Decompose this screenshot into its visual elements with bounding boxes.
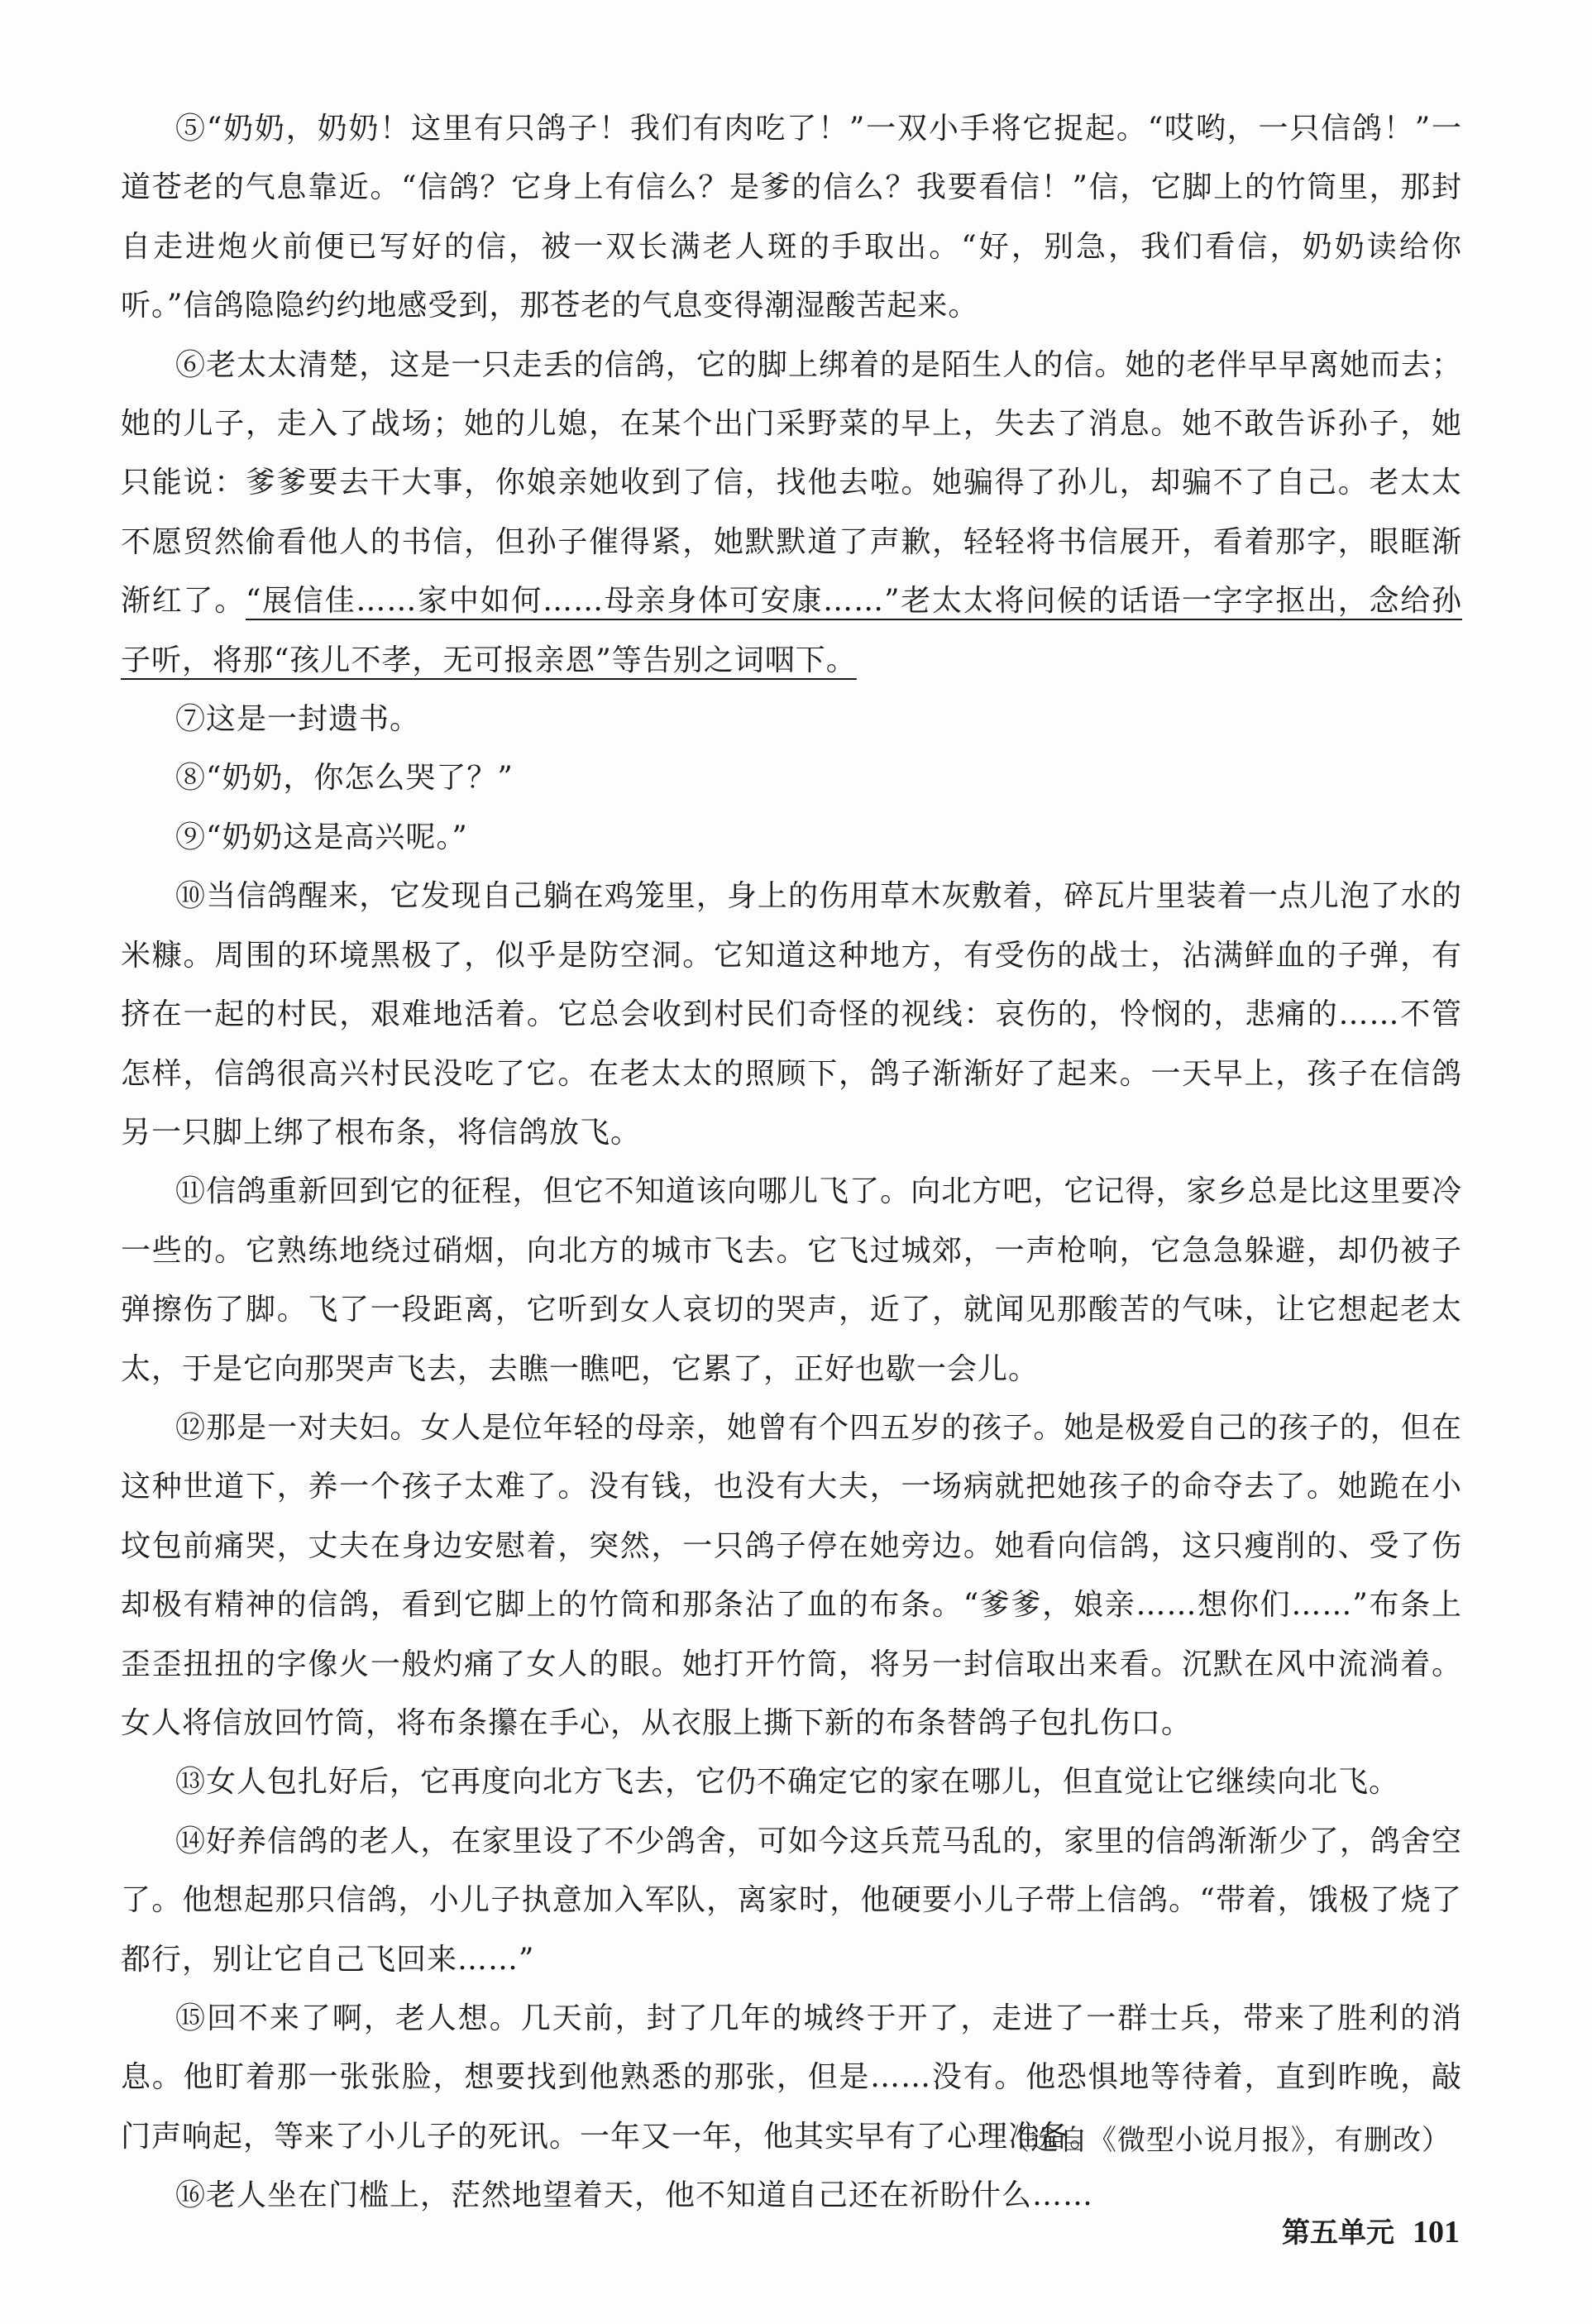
paragraph-text: 当信鸽醒来，它发现自己躺在鸡笼里，身上的伤用草木灰敷着，碎瓦片里装着一点儿泡了水的米糠。周围的环境黑极了，似乎是防空洞。它知道这种地方，有受伤的战士，沾满鲜血的子弹，有挤在一起的村民，艰难地活着。它总会收到村民们奇怪的视线：哀伤的，怜悯的，悲痛的……不管怎样，信鸽很高兴村民没吃了它。在老太太的照顾下，鸽子渐渐好了起来。一天早上，孩子在信鸽另一只脚上绑了根布条，将信鸽放飞。 xyxy=(121,879,1462,1150)
paragraph-number: ⑯ xyxy=(175,2178,207,2213)
paragraph-number: ⑪ xyxy=(175,1174,207,1209)
paragraph-number: ⑫ xyxy=(175,1410,207,1445)
story-text xyxy=(121,99,1462,2226)
paragraph xyxy=(121,1812,1462,1989)
paragraph-number: ⑩ xyxy=(175,879,207,914)
page-number: 101 xyxy=(1413,2215,1460,2250)
paragraph xyxy=(121,867,1462,1162)
paragraph xyxy=(121,1753,1462,1811)
paragraph-number: ⑥ xyxy=(175,347,207,382)
paragraph xyxy=(121,748,1462,807)
paragraph-text: 女人包扎好后，它再度向北方飞去，它仍不确定它的家在哪儿，但直觉让它继续向北飞。 xyxy=(206,1765,1400,1800)
paragraph xyxy=(121,1162,1462,1399)
paragraph-text: 好养信鸽的老人，在家里设了不少鸽舍，可如今这兵荒马乱的，家里的信鸽渐渐少了，鸽舍空了。他想起那只信鸽，小儿子执意加入军队，离家时，他硬要小儿子带上信鸽。“带着，饿极了烧了都行，别让它自己飞回来……” xyxy=(121,1824,1462,1977)
paragraph-text: 那是一对夫妇。女人是位年轻的母亲，她曾有个四五岁的孩子。她是极爱自己的孩子的，但在这种世道下，养一个孩子太难了。没有钱，也没有大夫，一场病就把她孩子的命夺去了。她跪在小坟包前痛哭，丈夫在身边安慰着，突然，一只鸽子停在她旁边。她看向信鸽，这只瘦削的、受了伤却极有精神的信鸽，看到它脚上的竹筒和那条沾了血的布条。“爹爹，娘亲……想你们……”布条上歪歪扭扭的字像火一般灼痛了女人的眼。她打开竹筒，将另一封信取出来看。沉默在风中流淌着。女人将信放回竹筒，将布条攥在手心，从衣服上撕下新的布条替鸽子包扎伤口。 xyxy=(121,1410,1462,1740)
source-citation: （选自《微型小说月报》，有删改） xyxy=(1002,2124,1451,2157)
paragraph-number: ⑭ xyxy=(175,1824,207,1858)
paragraph-number: ⑮ xyxy=(175,2001,207,2035)
paragraph-number: ⑬ xyxy=(175,1765,207,1800)
paragraph-number: ⑦ xyxy=(175,702,207,737)
paragraph xyxy=(121,336,1462,690)
paragraph-number: ⑨ xyxy=(175,820,207,854)
paragraph-number: ⑤ xyxy=(175,112,207,146)
paragraph xyxy=(121,99,1462,336)
paragraph-text: “奶奶这是高兴呢。” xyxy=(206,820,468,854)
paragraph-number: ⑧ xyxy=(175,761,207,796)
paragraph-text: 这是一封遗书。 xyxy=(206,702,421,737)
unit-label: 第五单元 xyxy=(1282,2216,1394,2250)
paragraph-text: “奶奶，奶奶！这里有只鸽子！我们有肉吃了！”一双小手将它捉起。“哎哟，一只信鸽！”一道苍老的气息靠近。“信鸽？它身上有信么？是爹的信么？我要看信！”信，它脚上的竹筒里，那封自走进炮火前便已写好的信，被一双长满老人斑的手取出。“好，别急，我们看信，奶奶读给你听。”信鸽隐隐约约地感受到，那苍老的气息变得潮湿酸苦起来。 xyxy=(121,112,1462,323)
page-footer xyxy=(1282,2210,1460,2250)
paragraph xyxy=(121,2166,1462,2225)
paragraph xyxy=(121,690,1462,748)
paragraph xyxy=(121,1399,1462,1753)
paragraph-text: 老太太清楚，这是一只走丢的信鸽，它的脚上绑着的是陌生人的信。她的老伴早早离她而去；她的儿子，走入了战场；她的儿媳，在某个出门采野菜的早上，失去了消息。她不敢告诉孙子，她只能说：爹爹要去干大事，你娘亲她收到了信，找他去啦。她骗得了孙儿，却骗不了自己。老太太不愿贸然偷看他人的书信，但孙子催得紧，她默默道了声歉，轻轻将书信展开，看着那字，眼眶渐渐红了。 xyxy=(121,347,1462,619)
paragraph xyxy=(121,808,1462,867)
paragraph-text: 老人坐在门槛上，茫然地望着天，他不知道自己还在祈盼什么…… xyxy=(206,2178,1094,2213)
underlined-sentence: “展信佳……家中如何……母亲身体可安康……”老太太将问候的话语一字字抠出，念给孙子听，将那“孩儿不孝，无可报亲恩”等告别之词咽下。 xyxy=(121,584,1462,677)
paragraph-text: 回不来了啊，老人想。几天前，封了几年的城终于开了，走进了一群士兵，带来了胜利的消息。他盯着那一张张脸，想要找到他熟悉的那张，但是……没有。他恐惧地等待着，直到昨晚，敲门声响起，等来了小儿子的死讯。一年又一年，他其实早有了心理准备。 xyxy=(121,2001,1462,2154)
paragraph-text: “奶奶，你怎么哭了？” xyxy=(206,761,514,796)
paragraph-text: 信鸽重新回到它的征程，但它不知道该向哪儿飞了。向北方吧，它记得，家乡总是比这里要冷一些的。它熟练地绕过硝烟，向北方的城市飞去。它飞过城郊，一声枪响，它急急躲避，却仍被子弹擦伤了脚。飞了一段距离，它听到女人哀切的哭声，近了，就闻见那酸苦的气味，让它想起老太太，于是它向那哭声飞去，去瞧一瞧吧，它累了，正好也歇一会儿。 xyxy=(121,1174,1462,1386)
